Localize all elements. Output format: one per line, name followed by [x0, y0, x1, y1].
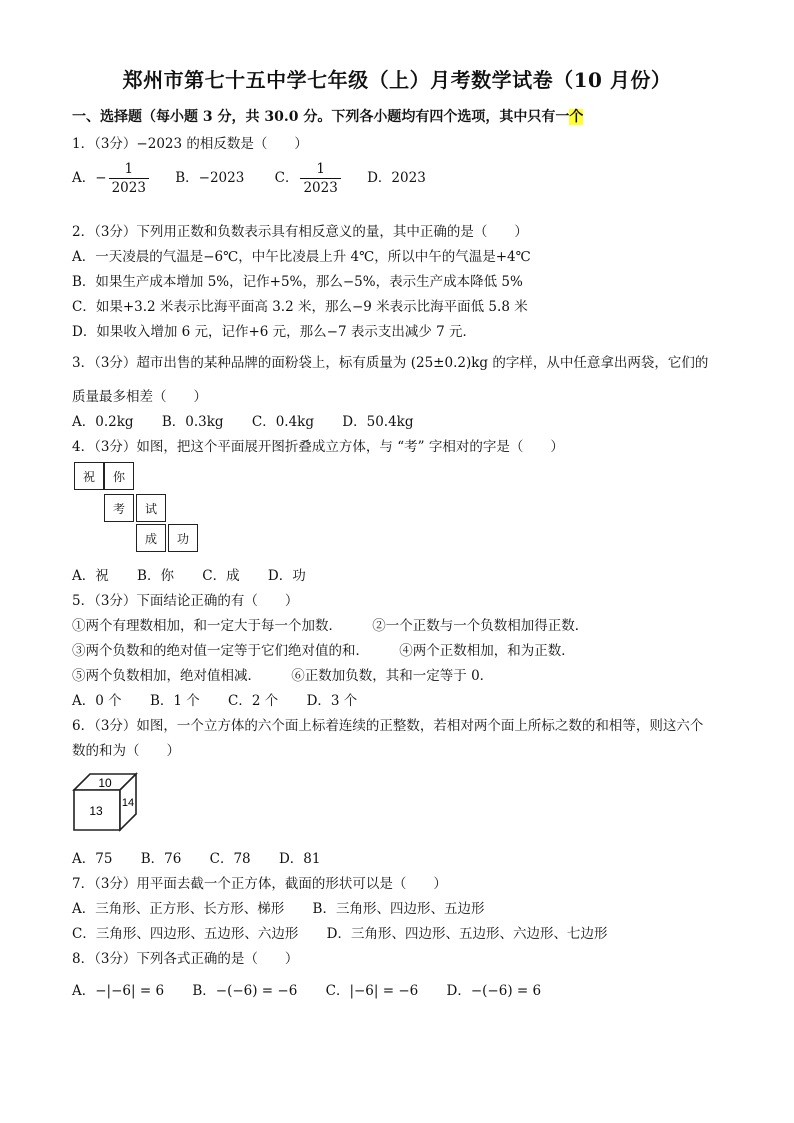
q4-option-b: B．你: [137, 568, 174, 584]
cube-net-figure: [72, 460, 212, 560]
highlighted-char: 个: [569, 109, 584, 125]
q4-option-d: D．功: [267, 568, 306, 584]
q2-option-b: B．如果生产成本增加 5%，记作+5%，那么−5%，表示生产成本降低 5%: [72, 274, 523, 290]
q5-option-c: C．2 个: [228, 693, 279, 709]
cube-side-label: 14: [121, 797, 135, 809]
fraction: $\frac{1}{2023}$: [109, 160, 149, 197]
q2-option-a: A．一天凌晨的气温是−6℃，中午比凌晨上升 4℃，所以中午的气温是+4℃: [72, 249, 531, 265]
q3-option-d: D．50.4kg: [342, 414, 414, 430]
q2-stem: 2．（3分）下列用正数和负数表示具有相反意义的量，其中正确的是（ ）: [72, 224, 528, 240]
q4-stem: 4．（3分）如图，把这个平面展开图折叠成立方体，与 “考” 字相对的字是（ ）: [72, 439, 564, 455]
q5-stem: 5．（3分）下面结论正确的有（ ）: [72, 593, 299, 609]
q8-option-a: A．−|−6| = 6: [72, 983, 165, 999]
q3-options: [72, 410, 438, 430]
q6-stem-line2: 数的和为（ ）: [72, 743, 180, 759]
q7-options-row2: [72, 922, 607, 942]
q7-option-d: D．三角形、四边形、五边形、六边形、七边形: [326, 926, 608, 942]
q7-options-row1: [72, 897, 484, 917]
section-heading: [72, 106, 583, 126]
q1-option-b: B．−2023: [175, 170, 245, 186]
q1-option-a: A．− $\frac{1}{2023}$: [72, 170, 151, 186]
q5-statements-row3: [72, 664, 493, 684]
net-cell: 考: [104, 494, 134, 522]
net-cell: 你: [104, 462, 134, 490]
cube-figure: [72, 770, 142, 834]
q8-stem: 8．（3分）下列各式正确的是（ ）: [72, 951, 299, 967]
q5-statements-row2: [72, 639, 575, 659]
q5-statement: ④两个正数相加，和为正数．: [399, 643, 575, 659]
q3-option-c: C．0.4kg: [251, 414, 314, 430]
q8-option-d: D．−(−6) = 6: [446, 983, 542, 999]
q1-options: [72, 160, 426, 197]
q7-option-c: C．三角形、四边形、五边形、六边形: [72, 926, 299, 942]
q7-option-b: B．三角形、四边形、五边形: [312, 901, 485, 917]
q6-stem-line1: 6．（3分）如图，一个立方体的六个面上标着连续的正整数，若相对两个面上所标之数的和相等，则这六个: [72, 718, 704, 734]
q5-statements-row1: [72, 614, 588, 634]
q2-option-c: C．如果+3.2 米表示比海平面高 3.2 米，那么−9 米表示比海平面低 5.8 米: [72, 299, 528, 315]
q6-option-b: B．76: [140, 851, 182, 867]
net-cell: 祝: [74, 462, 104, 490]
q2-option-d: D．如果收入增加 6 元，记作+6 元，那么−7 表示支出减少 7 元．: [72, 324, 477, 340]
q5-option-b: B．1 个: [149, 693, 200, 709]
q6-option-a: A．75: [72, 851, 113, 867]
q3-option-a: A．0.2kg: [72, 414, 134, 430]
page-title: 郑州市第七十五中学七年级（上）月考数学试卷（10 月份）: [122, 68, 672, 92]
fraction: $\frac{1}{2023}$: [300, 160, 340, 197]
q3-stem-line2: 质量最多相差（ ）: [72, 389, 207, 405]
q6-option-d: D．81: [278, 851, 321, 867]
q4-option-a: A．祝: [72, 568, 109, 584]
q1-option-c: C． $\frac{1}{2023}$: [275, 170, 343, 186]
net-cell: 成: [136, 524, 166, 552]
q6-options: [72, 847, 344, 867]
q5-statement: ②一个正数与一个负数相加得正数．: [372, 618, 589, 634]
q4-option-c: C．成: [202, 568, 240, 584]
q3-option-b: B．0.3kg: [161, 414, 224, 430]
q5-statement: ①两个有理数相加，和一定大于每一个加数．: [72, 618, 342, 634]
q5-statement: ⑤两个负数相加，绝对值相减．: [72, 668, 261, 684]
q5-statement: ③两个负数和的绝对值一定等于它们绝对值的和．: [72, 643, 369, 659]
cube-top-label: 10: [98, 776, 112, 790]
q5-options: [72, 689, 381, 709]
q1-option-d: D．2023: [367, 170, 426, 186]
net-cell: 试: [136, 494, 166, 522]
section-text: 一、选择题（每小题 3 分，共 30.0 分。下列各小题均有四个选项，其中只有一: [72, 109, 570, 125]
q5-option-d: D．3 个: [306, 693, 358, 709]
cube-front-label: 13: [89, 804, 103, 818]
q4-options: [72, 564, 330, 584]
q5-option-a: A．0 个: [72, 693, 122, 709]
q8-option-c: C．|−6| = −6: [325, 983, 419, 999]
q8-option-b: B．−(−6) = −6: [192, 983, 298, 999]
q1-stem: 1．（3分）−2023 的相反数是（ ）: [72, 136, 308, 152]
q3-stem-line1: 3．（3分）超市出售的某种品牌的面粉袋上，标有质量为 (25±0.2)kg 的字样，从中任意拿出两袋，它们的: [72, 355, 709, 371]
net-cell: 功: [168, 524, 198, 552]
q7-stem: 7．（3分）用平面去截一个正方体，截面的形状可以是（ ）: [72, 876, 447, 892]
q5-statement: ⑥正数加负数，其和一定等于 0．: [291, 668, 494, 684]
q7-option-a: A．三角形、正方形、长方形、梯形: [72, 901, 285, 917]
q6-option-c: C．78: [209, 851, 251, 867]
q8-options: [72, 979, 565, 999]
